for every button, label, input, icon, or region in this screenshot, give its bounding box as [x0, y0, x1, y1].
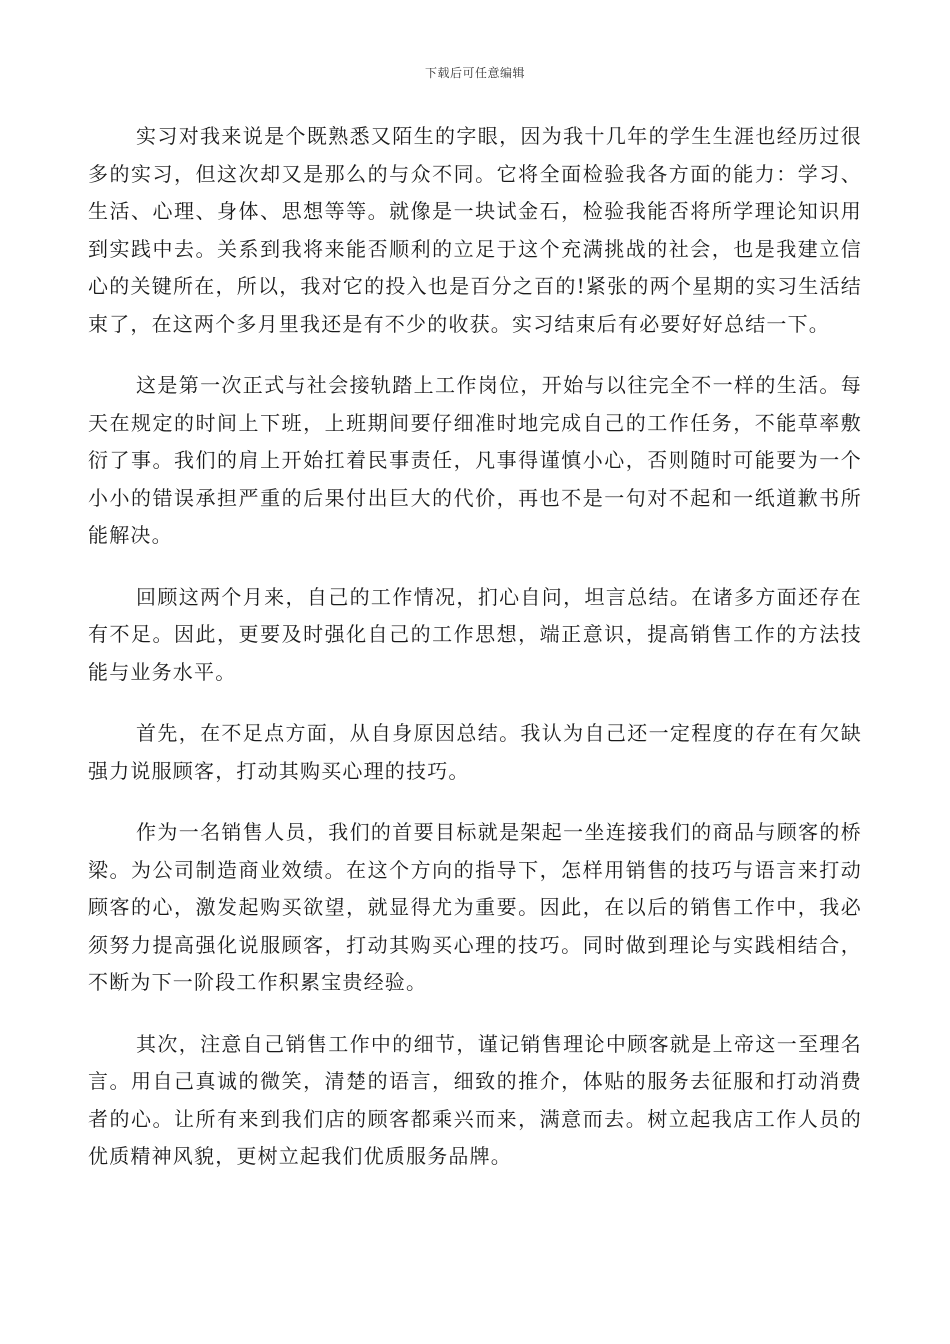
paragraph-review: 回顾这两个月来，自己的工作情况，扪心自问，坦言总结。在诸多方面还存在有不足。因此，更要及时强化自己的工作思想，端正意识，提高销售工作的方法技能与业务水平。 — [88, 584, 862, 684]
paragraph-service-details: 其次，注意自己销售工作中的细节，谨记销售理论中顾客就是上帝这一至理名言。用自己真诚的微笑，清楚的语言，细致的推介，体贴的服务去征服和打动消费者的心。让所有来到我们店的顾客都乘兴而来，满意而去。树立起我店工作人员的优质精神风貌，更树立起我们优质服务品牌。 — [88, 1031, 862, 1168]
paragraph-first-job: 这是第一次正式与社会接轨踏上工作岗位，开始与以往完全不一样的生活。每天在规定的时间上下班，上班期间要仔细准时地完成自己的工作任务，不能草率敷衍了事。我们的肩上开始扛着民事责任，凡事得谨慎小心，否则随时可能要为一个小小的错误承担严重的后果付出巨大的代价，再也不是一句对不起和一纸道歉书所能解决。 — [88, 373, 862, 547]
paragraph-sales-goal: 作为一名销售人员，我们的首要目标就是架起一坐连接我们的商品与顾客的桥梁。为公司制造商业效绩。在这个方向的指导下，怎样用销售的技巧与语言来打动顾客的心，激发起购买欲望，就显得尤为重要。因此，在以后的销售工作中，我必须努力提高强化说服顾客，打动其购买心理的技巧。同时做到理论与实践相结合，不断为下一阶段工作积累宝贵经验。 — [88, 820, 862, 994]
document-body — [88, 118, 862, 1176]
page-header-note: 下载后可任意编辑 — [424, 66, 525, 80]
paragraph-shortcomings: 首先，在不足点方面，从自身原因总结。我认为自己还一定程度的存在有欠缺强力说服顾客，打动其购买心理的技巧。 — [88, 721, 862, 783]
paragraph-internship-intro: 实习对我来说是个既熟悉又陌生的字眼，因为我十几年的学生生涯也经历过很多的实习，但这次却又是那么的与众不同。它将全面检验我各方面的能力：学习、生活、心理、身体、思想等等。就像是一块试金石，检验我能否将所学理论知识用到实践中去。关系到我将来能否顺利的立足于这个充满挑战的社会，也是我建立信心的关键所在，所以，我对它的投入也是百分之百的!紧张的两个星期的实习生活结束了，在这两个多月里我还是有不少的收获。实习结束后有必要好好总结一下。 — [88, 124, 862, 336]
